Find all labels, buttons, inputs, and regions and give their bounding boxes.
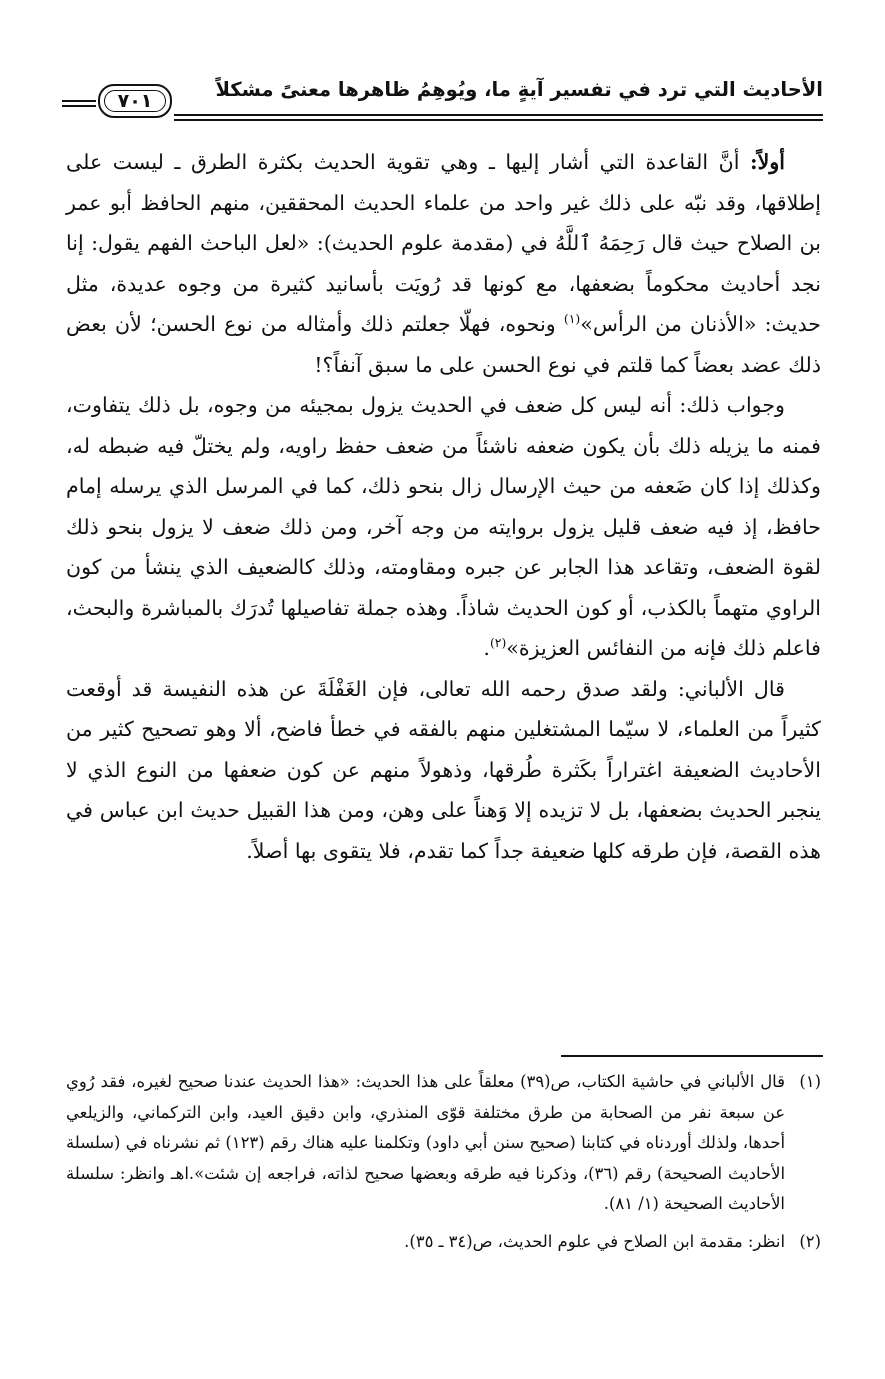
- header-rule-top: [174, 114, 823, 116]
- paragraph-lead: أولاً:: [750, 150, 786, 174]
- footnote-number: (٢): [799, 1231, 821, 1251]
- paragraph-text-tail: .: [483, 636, 490, 660]
- header-rule-left-bottom: [62, 105, 96, 107]
- main-text: [66, 142, 821, 871]
- footnotes: [66, 1067, 821, 1264]
- footnote-number: (١): [799, 1072, 821, 1091]
- page-header: [62, 70, 823, 130]
- running-title: الأحاديث التي ترد في تفسير آيةٍ ما، ويُوهِمُ ظاهرها معنىً مشكلاً: [215, 78, 823, 101]
- paragraph-text-tail: ونحوه، فهلّا جعلتم ذلك وأمثاله من نوع الحسن؛ لأن بعض ذلك عضد بعضاً كما قلتم في نوع الحسن على ما سبق آنفاً؟!: [66, 312, 821, 377]
- footnote-ref-1[interactable]: (١): [563, 312, 581, 327]
- page-number: ٧٠١: [117, 90, 153, 112]
- header-rule-left-top: [62, 100, 96, 102]
- paragraph-text: وجواب ذلك: أنه ليس كل ضعف في الحديث يزول بمجيئه من وجوه، بل ذلك يتفاوت، فمنه ما يزيله ذلك بأن يكون ضعفه ناشئاً من ضعف حفظ راويه، ولم يختلّ فيه ضبطه له، وكذلك إذا كان ضَعفه من حيث الإرسال زال بنحو ذلك، كما في المرسل الذي يرسله إمام حافظ، إذ فيه ضعف قليل يزول بروايته من وجه آخر، ومن ذلك ضعف لا يزول بنحو ذلك لقوة الضعف، وتقاعد هذا الجابر عن جبره ومقاومته، وذلك كالضعيف الذي ينشأ من كون الراوي متهماً بالكذب، أو كون الحديث شاذاً. وهذه جملة تفاصيلها تُدرَك بالمباشرة والبحث، فاعلم ذلك فإنه من النفائس العزيزة»: [66, 393, 821, 660]
- footnote-text: قال الألباني في حاشية الكتاب، ص(٣٩) معلقاً على هذا الحديث: «هذا الحديث عندنا صحيح لغيره، فقد رُوي عن سبعة نفر من الصحابة من طرق مختلفة قوّى المنذري، وابن دقيق العيد، وابن التركماني، والزيلعي أحدها، ولذلك أوردناه في كتابنا (صحيح سنن أبي داود) وتكلمنا عليه هناك رقم (١٢٣) ثم نشرناه في (سلسلة الأحاديث الصحيحة) رقم (٣٦)، وذكرنا فيه طرقه وبعضها صحيح لذاته، فراجعه إن شئت».اهـ وانظر: سلسلة الأحاديث الصحيحة (١/ ٨١).: [66, 1072, 786, 1213]
- paragraph-3: [66, 669, 821, 872]
- paragraph-text: أنَّ القاعدة التي أشار إليها ـ وهي تقوية الحديث بكثرة الطرق ـ ليست على إطلاقها، وقد نبّه على ذلك غير واحد من علماء الحديث المحققين، منهم الحافظ أبو عمر بن الصلاح حيث قال رَحِمَهُ ٱللَّهُ في (مقدمة علوم الحديث): «لعل الباحث الفهم يقول: إنا نجد أحاديث محكوماً بضعفها، مع كونها قد رُويَت بأسانيد كثيرة من وجوه عديدة، مثل حديث: «الأذنان من الرأس»: [66, 150, 821, 336]
- paragraph-1: [66, 142, 821, 385]
- footnote-text: انظر: مقدمة ابن الصلاح في علوم الحديث، ص(٣٤ ـ ٣٥).: [404, 1231, 785, 1251]
- paragraph-text: قال الألباني: ولقد صدق رحمه الله تعالى، فإن الغَفْلَةَ عن هذه النفيسة قد أوقعت كثيراً من العلماء، لا سيّما المشتغلين منهم بالفقه في خطأ فاضح، ألا وهو تصحيح كثير من الأحاديث الضعيفة اغتراراً بكَثرة طُرقها، وذهولاً منهم عن كون ضعفها من النوع الذي لا ينجبر الحديث بضعفها، بل لا تزيده إلا وَهناً على وهن، ومن هذا القبيل حديث ابن عباس في هذه القصة، فإن طرقه كلها ضعيفة جداً كما تقدم، فلا يتقوى بها أصلاً.: [66, 676, 821, 863]
- footnote-separator: [561, 1055, 823, 1057]
- page-number-frame: [98, 84, 172, 118]
- footnote-1: [66, 1067, 821, 1220]
- header-rule-bottom: [174, 119, 823, 121]
- footnote-2: [66, 1227, 821, 1258]
- paragraph-2: [66, 385, 821, 669]
- footnote-ref-2[interactable]: (٢): [489, 636, 507, 651]
